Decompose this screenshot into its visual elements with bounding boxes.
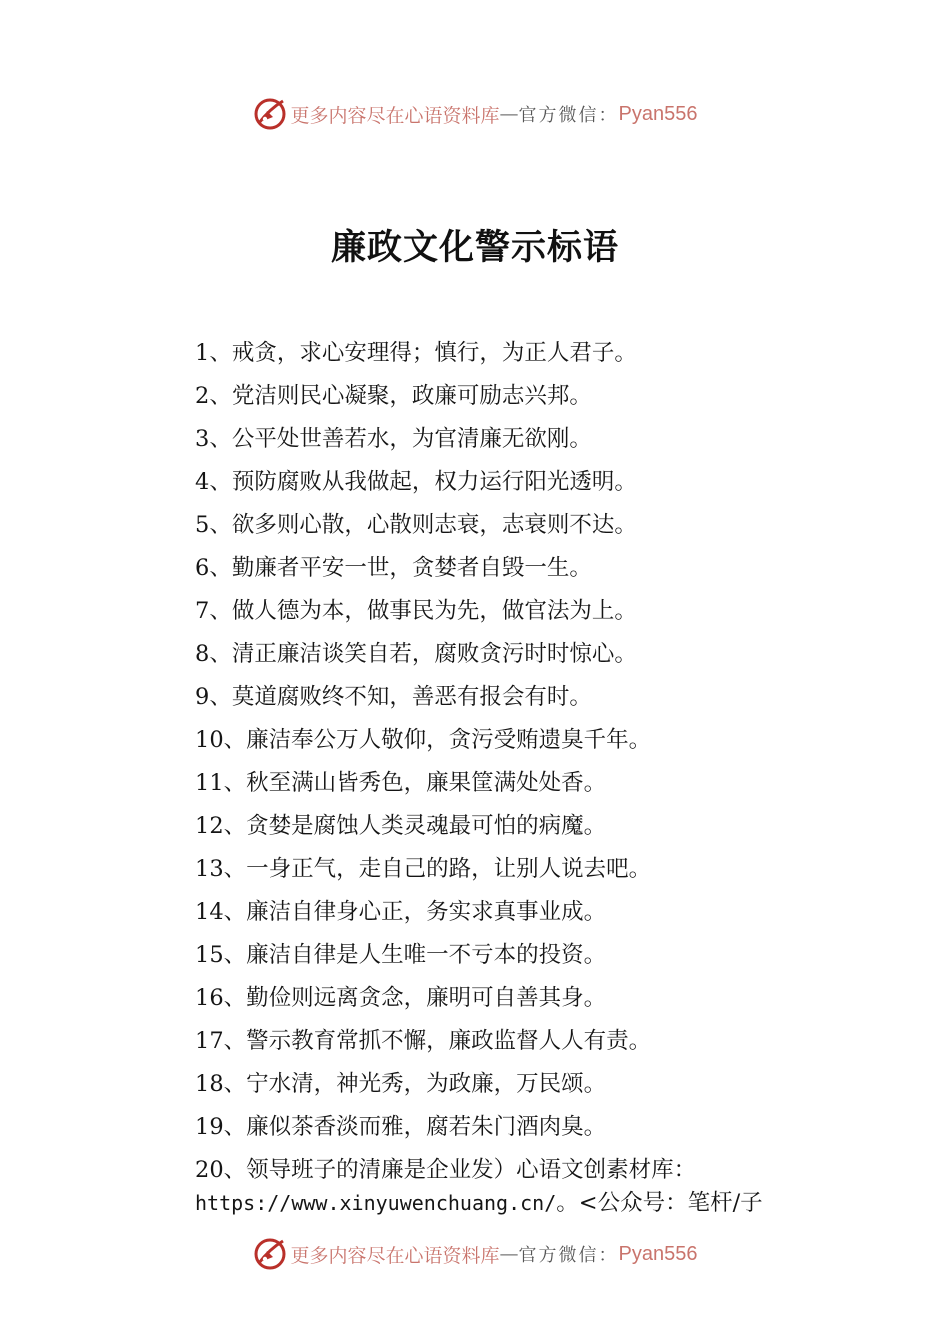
slogan-item: 13、一身正气，走自己的路，让别人说去吧。: [195, 856, 652, 882]
pen-logo-icon: [253, 97, 287, 131]
slogan-item: 9、莫道腐败终不知，善恶有报会有时。: [195, 684, 592, 710]
slogan-item: 10、廉洁奉公万人敬仰，贪污受贿遗臭千年。: [195, 727, 652, 753]
slogan-item: 12、贪婪是腐蚀人类灵魂最可怕的病魔。: [195, 813, 607, 839]
banner-dash: —: [499, 1243, 519, 1265]
slogan-item: 18、宁水清，神光秀，为政廉，万民颂。: [195, 1071, 607, 1097]
header-watermark-banner: [0, 92, 950, 136]
source-url[interactable]: https://www.xinyuwenchuang.cn/: [195, 1191, 557, 1215]
slogan-item: 4、预防腐败从我做起，权力运行阳光透明。: [195, 469, 637, 495]
slogan-item: 8、清正廉洁谈笑自若，腐败贪污时时惊心。: [195, 641, 637, 667]
slogan-20-line2: [195, 1187, 835, 1220]
slogan-item: 11、秋至满山皆秀色，廉果筐满处处香。: [195, 770, 607, 796]
footer-watermark-banner: [0, 1232, 950, 1276]
slogan-item: 2、党洁则民心凝聚，政廉可励志兴邦。: [195, 383, 592, 409]
banner-dash: —: [499, 103, 519, 125]
slogan-20-line1: 20、领导班子的清廉是企业发）心语文创素材库：: [195, 1157, 697, 1183]
slogan-item: 5、欲多则心散，心散则志衰，志衰则不达。: [195, 512, 637, 538]
wechat-id: Pyan556: [618, 1242, 698, 1265]
slogan-item: 19、廉似茶香淡而雅，腐若朱门酒肉臭。: [195, 1114, 607, 1140]
slogan-item: 3、公平处世善若水，为官清廉无欲刚。: [195, 426, 592, 452]
slogan-list: [195, 336, 835, 1153]
official-wechat-label: 官方微信：: [518, 1245, 619, 1266]
slogan-item: 6、勤廉者平安一世，贪婪者自毁一生。: [195, 555, 592, 581]
brand-text: 更多内容尽在心语资料库: [290, 104, 500, 127]
pen-logo-icon: [253, 1237, 287, 1271]
official-wechat-label: 官方微信：: [518, 105, 619, 126]
document-title: 廉政文化警示标语: [330, 227, 619, 268]
slogan-item: 14、廉洁自律身心正，务实求真事业成。: [195, 899, 607, 925]
slogan-item: 17、警示教育常抓不懈，廉政监督人人有责。: [195, 1028, 652, 1054]
slogan-item: 15、廉洁自律是人生唯一不亏本的投资。: [195, 942, 607, 968]
wechat-id: Pyan556: [618, 102, 698, 125]
slogan-20-rest: 。<公众号：笔杆/子: [556, 1190, 763, 1216]
slogan-item: 7、做人德为本，做事民为先，做官法为上。: [195, 598, 637, 624]
brand-text: 更多内容尽在心语资料库: [290, 1244, 500, 1267]
slogan-item-20: [195, 1154, 835, 1220]
slogan-item: 1、戒贪，求心安理得；慎行，为正人君子。: [195, 340, 637, 366]
slogan-item: 16、勤俭则远离贪念，廉明可自善其身。: [195, 985, 607, 1011]
